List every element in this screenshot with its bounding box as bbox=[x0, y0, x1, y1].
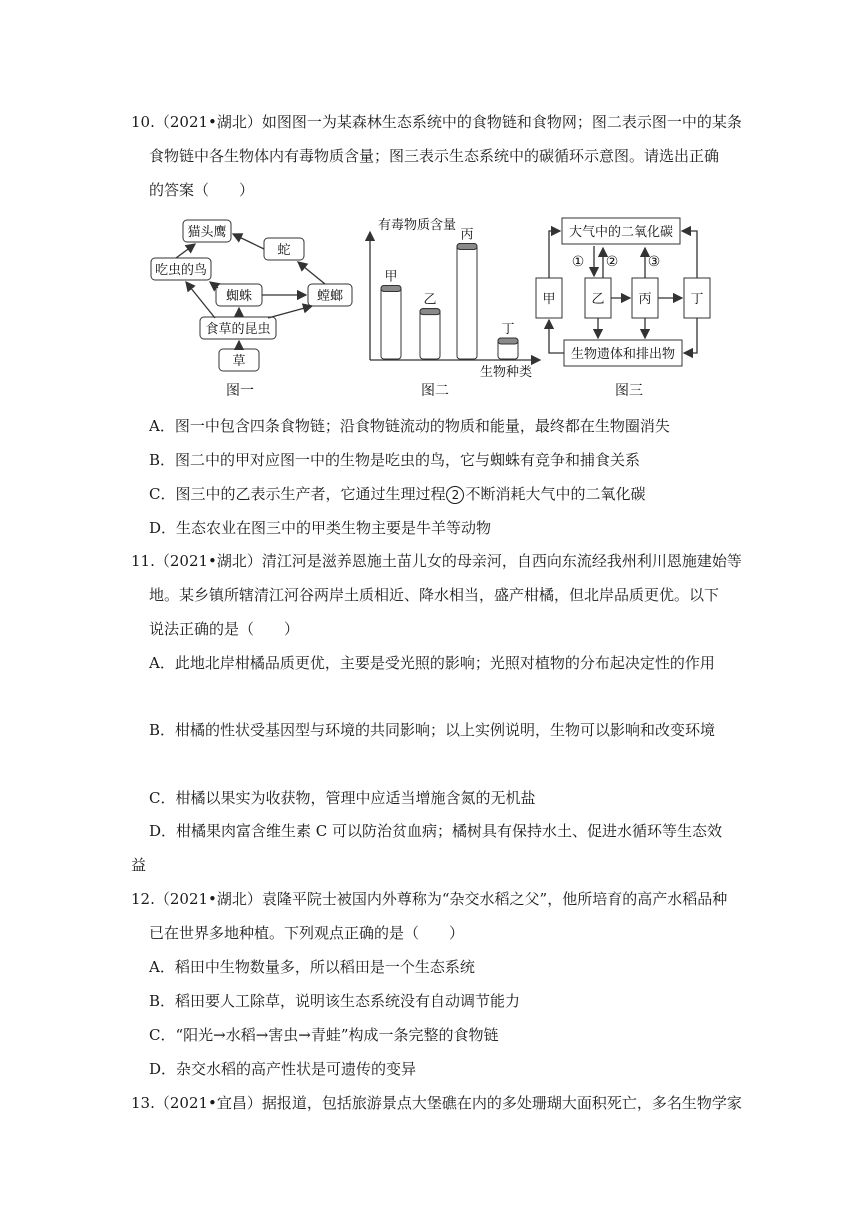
q10-figures bbox=[145, 208, 715, 408]
bar-1 bbox=[381, 286, 401, 360]
q10-line-2: 食物链中各生物体内有毒物质含量；图三表示生态系统中的碳循环示意图。请选出正确 bbox=[149, 147, 720, 165]
figure-2-chart bbox=[370, 217, 540, 399]
q12-option-c: C．“阳光→水稻→害虫→青蛙”构成一条完整的食物链 bbox=[149, 1026, 499, 1044]
q11-line-3: 说法正确的是（ ） bbox=[149, 620, 300, 638]
figure-3-carbon-cycle bbox=[536, 218, 710, 399]
node-grass: 草 bbox=[232, 354, 246, 369]
fig3-remains: 生物遗体和排出物 bbox=[570, 347, 676, 362]
bar-cap-1 bbox=[381, 286, 401, 292]
fig3-atmosphere: 大气中的二氧化碳 bbox=[568, 225, 674, 240]
figure-2-xlabel: 生物种类 bbox=[480, 365, 533, 380]
figure-1-caption: 图一 bbox=[226, 383, 254, 399]
bar-cap-3 bbox=[457, 244, 477, 250]
bar-2 bbox=[420, 309, 440, 359]
bar-label-3: 丙 bbox=[460, 227, 474, 243]
q11-line-2: 地。某乡镇所辖清江河谷两岸土质相近、降水相当，盛产柑橘，但北岸品质更优。以下 bbox=[149, 586, 720, 604]
bar-label-4: 丁 bbox=[501, 322, 515, 337]
q12-option-b: B．稻田要人工除草，说明该生态系统没有自动调节能力 bbox=[149, 992, 521, 1010]
q10-option-c bbox=[149, 484, 646, 504]
q11-option-d-line-2: 益 bbox=[131, 856, 147, 874]
fig3-process-2: ② bbox=[605, 254, 619, 270]
fig3-ding: 丁 bbox=[690, 292, 704, 307]
node-spider: 蜘蛛 bbox=[225, 289, 253, 304]
fig3-process-3: ③ bbox=[647, 254, 661, 270]
q11-option-a: A．此地北岸柑橘品质更优，主要是受光照的影响；光照对植物的分布起决定性的作用 bbox=[149, 654, 715, 672]
q10-option-c-post: 不断消耗大气中的二氧化碳 bbox=[465, 485, 646, 503]
node-owl: 猫头鹰 bbox=[187, 225, 227, 240]
figure-3-caption: 图三 bbox=[615, 383, 643, 399]
q11-option-c: C．柑橘以果实为收获物，管理中应适当增施含氮的无机盐 bbox=[149, 789, 536, 807]
q13-line-1: 13.（2021•宜昌）据报道，包括旅游景点大堡礁在内的多处珊瑚大面积死亡，多名生物学家 bbox=[131, 1094, 742, 1112]
q10-option-a: A．图一中包含四条食物链；沿食物链流动的物质和能量，最终都在生物圈消失 bbox=[149, 417, 670, 435]
fig3-jia: 甲 bbox=[542, 292, 556, 307]
q10-line-1: 10.（2021•湖北）如图图一为某森林生态系统中的食物链和食物网；图二表示图一中的某条 bbox=[131, 113, 742, 131]
q12-option-a: A．稻田中生物数量多，所以稻田是一个生态系统 bbox=[149, 958, 475, 976]
bar-cap-2 bbox=[420, 309, 440, 315]
q12-line-2: 已在世界多地种植。下列观点正确的是（ ） bbox=[149, 924, 465, 942]
node-bird: 吃虫的鸟 bbox=[154, 263, 208, 278]
q10-option-b: B．图二中的甲对应图一中的生物是吃虫的鸟，它与蜘蛛有竞争和捕食关系 bbox=[149, 451, 641, 469]
q12-option-d: D．杂交水稻的高产性状是可遗传的变异 bbox=[149, 1060, 417, 1078]
bar-label-1: 甲 bbox=[384, 269, 398, 285]
node-insect: 食草的昆虫 bbox=[205, 322, 271, 337]
q11-line-1: 11.（2021•湖北）清江河是滋养恩施土苗儿女的母亲河，自西向东流经我州利川恩施建始等 bbox=[131, 552, 742, 570]
figure-2-ylabel: 有毒物质含量 bbox=[378, 218, 457, 233]
fig3-yi: 乙 bbox=[591, 292, 605, 307]
circled-2: 2 bbox=[446, 486, 464, 504]
q10-line-3: 的答案（ ） bbox=[149, 181, 255, 199]
bar-3 bbox=[457, 244, 477, 360]
fig3-process-1: ① bbox=[571, 254, 585, 270]
bar-cap-4 bbox=[498, 338, 518, 344]
q11-option-b: B．柑橘的性状受基因型与环境的共同影响；以上实例说明，生物可以影响和改变环境 bbox=[149, 721, 716, 739]
q12-line-1: 12.（2021•湖北）袁隆平院士被国内外尊称为“杂交水稻之父”，他所培育的高产水稻品种 bbox=[131, 890, 728, 908]
q10-option-c-pre: C．图三中的乙表示生产者，它通过生理过程 bbox=[149, 485, 446, 503]
q11-option-d-line-1: D．柑橘果肉富含维生素 C 可以防治贫血病；橘树具有保持水土、促进水循环等生态效 bbox=[149, 822, 723, 840]
fig3-bing: 丙 bbox=[638, 292, 652, 307]
figure-1-food-web bbox=[151, 220, 352, 399]
bar-label-2: 乙 bbox=[423, 292, 437, 308]
node-snake: 蛇 bbox=[277, 243, 291, 258]
node-mantis: 螳螂 bbox=[316, 289, 344, 304]
q10-option-d: D．生态农业在图三中的甲类生物主要是牛羊等动物 bbox=[149, 519, 492, 537]
figure-2-caption: 图二 bbox=[421, 383, 449, 399]
